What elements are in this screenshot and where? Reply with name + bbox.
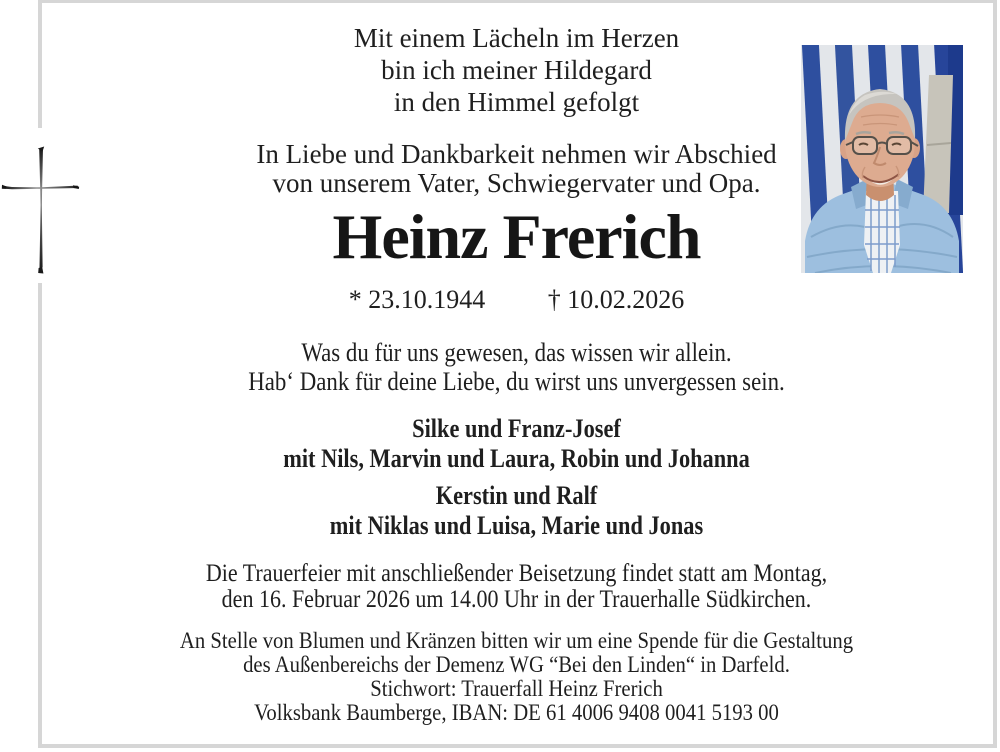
intro-line-1: In Liebe und Dankbarkeit nehmen wir Abschied [256,139,777,169]
verse-line-1: Was du für uns gewesen, das wissen wir allein. [301,338,732,367]
donation-info [86,629,947,725]
frame-border-left-lower [38,283,42,747]
intro-line-2: von unserem Vater, Schwiegervater und Opa. [272,168,761,198]
funeral-line-2: den 16. Februar 2026 um 14.00 Uhr in der Trauerhalle Südkirchen. [221,586,812,613]
funeral-line-1: Die Trauerfeier mit anschließender Beisetzung findet statt am Montag, [205,560,828,587]
family-2-children: mit Niklas und Luisa, Marie und Jonas [329,511,704,540]
opening-line-1: Mit einem Lächeln im Herzen [353,23,680,53]
life-dates [38,286,995,314]
frame-border-top [38,0,996,3]
funeral-info [95,561,937,613]
family-group-1 [105,414,928,474]
verse-line-2: Hab‘ Dank für deine Liebe, du wirst uns unvergessen sein. [248,367,785,396]
donation-line-1: An Stelle von Blumen und Kränzen bitten wir um eine Spende für die Gestaltung [179,628,854,653]
frame-border-bottom [38,744,997,748]
memorial-verse [95,338,937,396]
birth-date: * 23.10.1944 [348,285,486,314]
farewell-intro [38,140,995,198]
family-1-children: mit Nils, Marvin und Laura, Robin und Johanna [283,444,750,473]
opening-verse [38,22,995,118]
death-date: † 10.02.2026 [547,285,685,314]
family-group-2 [105,481,928,541]
donation-bank-account: Volksbank Baumberge, IBAN: DE 61 4006 9408 0041 5193 00 [254,700,779,725]
opening-line-3: in den Himmel gefolgt [393,87,640,117]
family-2-parents: Kerstin und Ralf [435,481,598,510]
opening-line-2: bin ich meiner Hildegard [381,55,652,85]
family-1-parents: Silke und Franz-Josef [412,414,621,443]
deceased-name: Heinz Frerich [332,201,701,272]
donation-keyword: Stichwort: Trauerfall Heinz Frerich [370,676,663,701]
donation-line-2: des Außenbereichs der Demenz WG “Bei den Linden“ in Darfeld. [243,652,790,677]
